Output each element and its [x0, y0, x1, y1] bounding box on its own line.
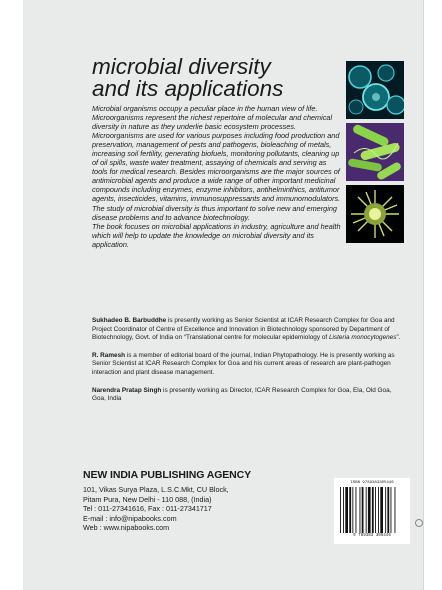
- description-paragraph-2: The book focuses on microbial applications in industry, agriculture and health which will help to update the knowledge on microbial diversity and its application.: [92, 221, 341, 249]
- back-cover: [23, 0, 424, 590]
- publisher-email: E-mail : info@nipabooks.com: [83, 513, 177, 523]
- author-bio-1: [92, 317, 404, 343]
- barcode-bar: [360, 487, 361, 533]
- barcode-bar: [349, 487, 351, 533]
- isbn-label: ISBN 9789383305446: [350, 481, 394, 485]
- publisher-address-1: 101, Vikas Surya Plaza, L.S.C.Mkt, CU Block,: [83, 485, 229, 494]
- author-bio-2: [92, 352, 404, 378]
- barcode-bar: [343, 487, 344, 533]
- publisher-phone: Tel : 011-27341616, Fax : 011-27341717: [83, 504, 212, 514]
- author-name-3: Narendra Pratap Singh: [92, 386, 162, 394]
- barcode-bar: [395, 487, 396, 533]
- book-title: [92, 56, 332, 100]
- author-bio-3: [92, 387, 404, 404]
- barcode-bar: [378, 487, 379, 533]
- author-bios: [92, 317, 404, 413]
- author-name-1: Sukhadeo B. Barbuddhe: [92, 317, 167, 324]
- barcode-bar: [352, 487, 353, 533]
- microbe-image-spiky-cell: [346, 185, 404, 243]
- publisher-web: Web : www.nipabooks.com: [83, 523, 170, 533]
- isbn-barcode: [334, 478, 410, 544]
- author-bio-text-1: is presently working as Senior Scientist at ICAR Research Complex for Goa and Project Coordinator of Centre of Excellence and Innovation in Biotechnology sponsored by Department of Biotechnology, Govt. of India on “Translational centre for molecular epidemiology of: [92, 317, 395, 342]
- barcode-bar: [345, 487, 348, 533]
- book-description: [92, 104, 342, 249]
- microbe-image-green-bacteria: [346, 123, 404, 181]
- barcode-bar: [391, 487, 392, 533]
- author-name-2: R. Ramesh: [92, 351, 126, 359]
- author-bio-italic-1: Listeria monocytogenes: [328, 334, 397, 342]
- barcode-bar: [375, 487, 376, 533]
- publisher-address-2: Pitam Pura, New Delhi - 110 088, (India): [83, 494, 212, 504]
- barcode-bar: [366, 487, 367, 533]
- cover-edge: [423, 0, 424, 590]
- description-paragraph-1: Microbial organisms occupy a peculiar place in the human view of life. Microorganisms represent the richest repertoire of molecular and chemical diversity in nature as they underlie basic ecosystem processes. Microorganisms are used for various purposes including food production and preservation, management of pests and pathogens, bioleaching of metals, increasing soil fertility, generating biofuels, monitoring pollutants, cleaning up of oil spills, waste water treatment, assaying of chemicals and serving as tools for medical research. Besides microorganisms are the major sources of antimicrobial agents and produce a wide range of other important medicinal compounds including enzymes, enzyme inhibitors, antihelminthics, antitumor agents, insecticides, vitamins, immunosuppressants and immunomodulators. The study of microbial diversity is thus important to solve new and emerging disease problems and to advance biotechnology.: [92, 104, 341, 222]
- barcode-bar: [356, 487, 357, 533]
- corner-mark: [415, 519, 423, 527]
- title-line-1: microbial diversity: [92, 54, 271, 79]
- green-bacteria-illustration: [346, 123, 404, 181]
- barcode-bar: [380, 487, 383, 533]
- author-bio-text-3: is presently working as Director, ICAR Research Complex for Goa, Ela, Old Goa, Goa, India: [92, 386, 392, 403]
- microbe-image-blue-cells: [346, 61, 404, 119]
- publisher-info: [83, 469, 313, 533]
- barcode-bar: [387, 487, 389, 533]
- blue-cells-illustration: [346, 61, 404, 119]
- barcode-bar: [368, 487, 371, 533]
- publisher-name: NEW INDIA PUBLISHING AGENCY: [83, 469, 252, 481]
- barcode-bar: [372, 487, 374, 533]
- barcode-bars: [339, 487, 405, 533]
- spiky-cell-illustration: [346, 185, 404, 243]
- author-bio-end-1: ”.: [396, 334, 401, 342]
- author-bio-text-2: is a member of editorial board of the journal, Indian Phytopathology. He is presently working as Senior Scientist at ICAR Research Complex for Goa and his current areas of research are plant-pathogen interaction and plant disease management.: [92, 351, 395, 376]
- barcode-bar: [340, 487, 341, 533]
- barcode-digits: 9 789383 305446: [353, 534, 391, 538]
- title-line-2: and its applications: [92, 76, 284, 101]
- barcode-bar: [362, 487, 364, 533]
- barcode-bar: [385, 487, 386, 533]
